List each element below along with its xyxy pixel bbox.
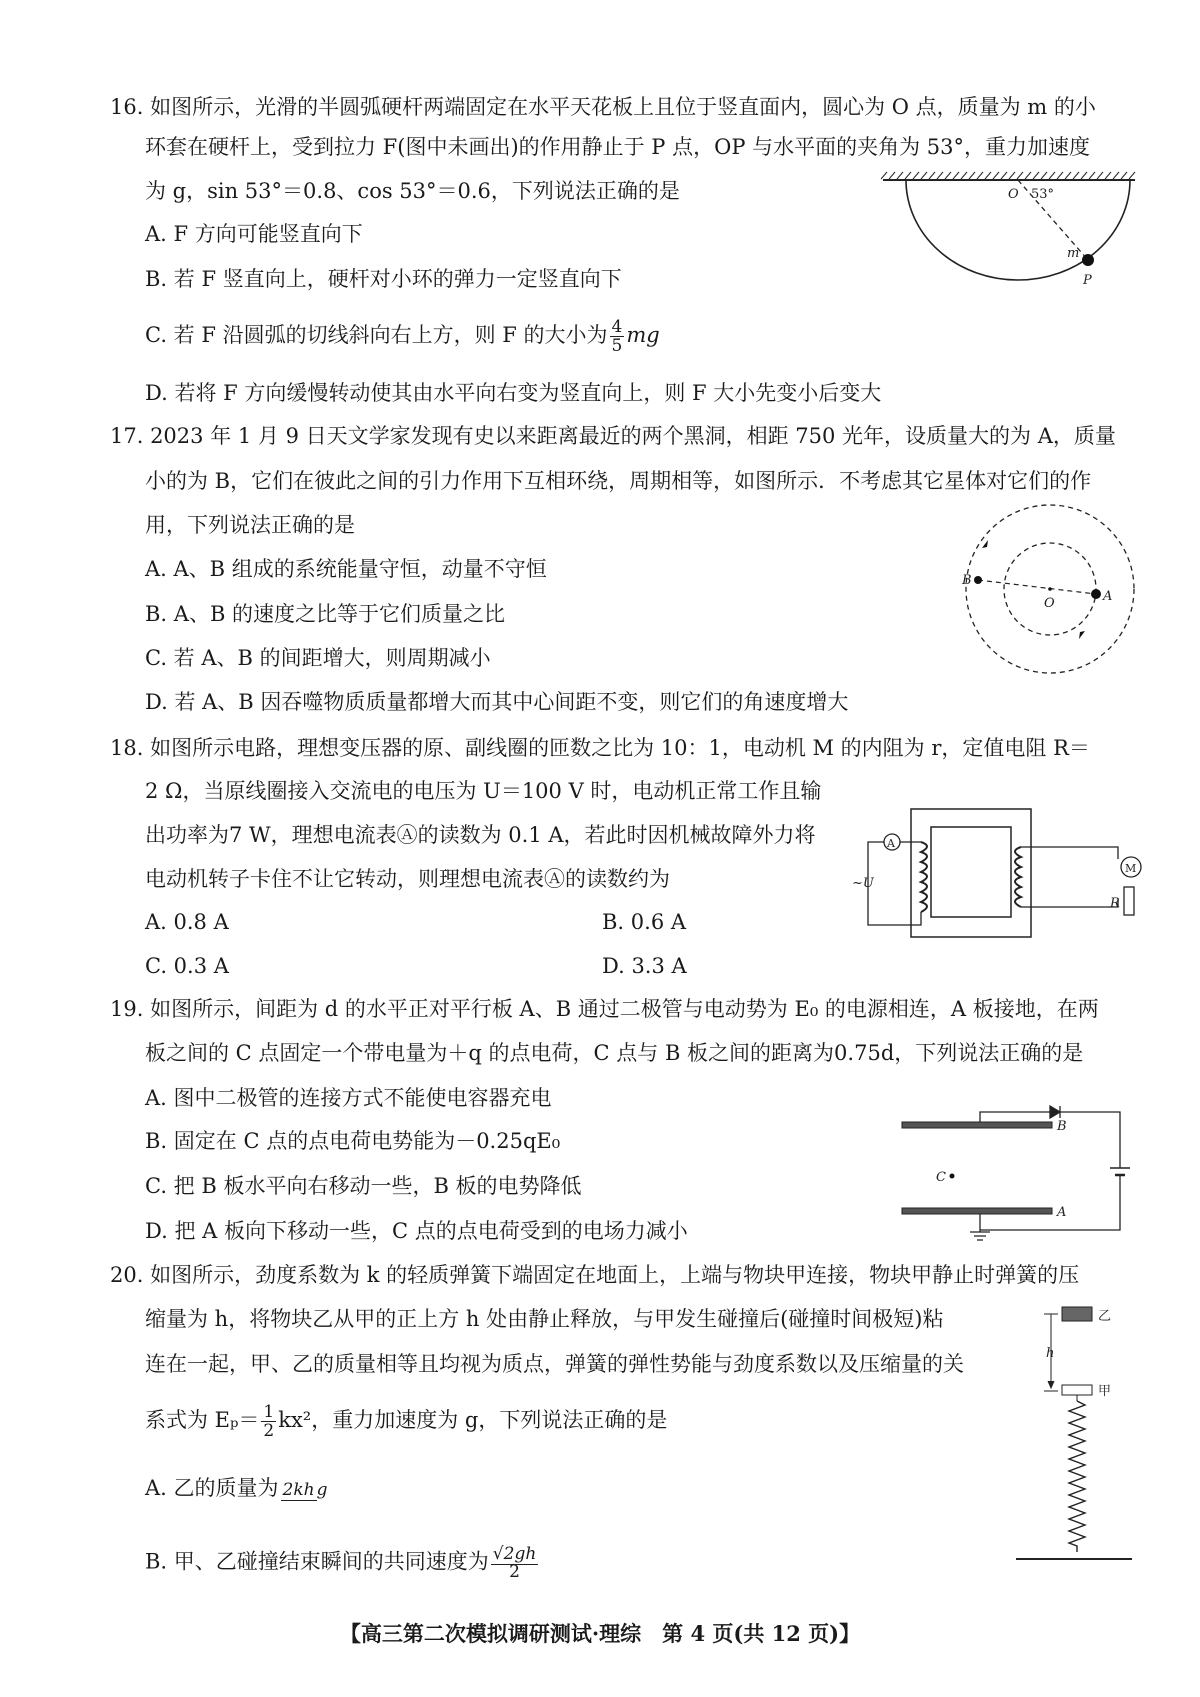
q18-stem-line: 出功率为7 W，理想电流表Ⓐ的读数为 0.1 A，若此时因机械故障外力将 xyxy=(145,823,816,847)
numerator: 1 xyxy=(263,1402,275,1422)
point-c xyxy=(950,1174,955,1179)
label-o: O xyxy=(1044,596,1055,611)
text: 系式为 Eₚ＝ xyxy=(145,1408,260,1432)
q17-stem-line: 小的为 B，它们在彼此之间的引力作用下互相环绕，周期相等，如图所示．不考虑其它星体对它们的作 xyxy=(145,469,1092,493)
ground-icon xyxy=(970,1232,990,1240)
star-a xyxy=(1091,589,1101,599)
q19-option-a: A. 图中二极管的连接方式不能使电容器充电 xyxy=(145,1086,552,1110)
label-h: h xyxy=(1046,1346,1055,1361)
block-yi xyxy=(1062,1307,1092,1321)
ammeter-label: A xyxy=(887,837,895,850)
q19-option-b: B. 固定在 C 点的点电荷电势能为－0.25qE₀ xyxy=(145,1129,561,1153)
q17-option-c: C. 若 A、B 的间距增大，则周期减小 xyxy=(145,646,491,670)
q19-option-d: D. 把 A 板向下移动一些，C 点的点电荷受到的电场力减小 xyxy=(145,1219,688,1243)
q20-option-a xyxy=(145,1475,330,1501)
numerator: 4 xyxy=(611,317,623,337)
q20-stem-line: 连在一起，甲、乙的质量相等且均视为质点，弹簧的弹性势能与劲度系数以及压缩量的关 xyxy=(145,1352,964,1376)
text: mg xyxy=(626,323,660,347)
q16-option-b: B. 若 F 竖直向上，硬杆对小环的弹力一定竖直向下 xyxy=(145,267,622,291)
fraction xyxy=(261,1403,276,1440)
q20-stem-line: 20. 如图所示，劲度系数为 k 的轻质弹簧下端固定在地面上，上端与物块甲连接，物块甲静止时弹簧的压 xyxy=(110,1263,1080,1287)
label-angle: 53° xyxy=(1031,187,1055,202)
q18-option-a: A. 0.8 A xyxy=(145,910,229,934)
denominator: g xyxy=(316,1479,328,1500)
label-p: P xyxy=(1083,273,1092,288)
q16-option-a: A. F 方向可能竖直向下 xyxy=(145,222,363,246)
page-footer: 【高三第二次模拟调研测试·理综 第 4 页(共 12 页)】 xyxy=(339,1621,861,1646)
label-jia: 甲 xyxy=(1098,1384,1112,1399)
orbit-arrow-icon xyxy=(982,540,988,548)
fraction xyxy=(281,1481,328,1499)
motor-label: M xyxy=(1125,862,1137,875)
resistor-icon xyxy=(1124,887,1134,915)
q17-option-b: B. A、B 的速度之比等于它们质量之比 xyxy=(145,602,506,626)
q19-option-c: C. 把 B 板水平向右移动一些，B 板的电势降低 xyxy=(145,1174,582,1198)
text: B. 甲、乙碰撞结束瞬间的共同速度为 xyxy=(145,1549,489,1574)
denominator: 5 xyxy=(611,336,623,356)
q20-option-b xyxy=(145,1545,540,1581)
numerator: √2gh xyxy=(492,1544,537,1564)
label-a: A xyxy=(1057,1205,1067,1220)
q16-stem-line: 为 g，sin 53°＝0.8、cos 53°＝0.6，下列说法正确的是 xyxy=(145,179,680,203)
q17-option-d: D. 若 A、B 因吞噬物质质量都增大而其中心间距不变，则它们的角速度增大 xyxy=(145,690,849,714)
q18-option-b: B. 0.6 A xyxy=(602,910,687,934)
text: A. 乙的质量为 xyxy=(145,1476,279,1500)
q16-option-c xyxy=(145,318,660,355)
spring-icon xyxy=(1069,1401,1085,1552)
text: C. 若 F 沿圆弧的切线斜向右上方，则 F 的大小为 xyxy=(145,323,608,347)
q17-option-a: A. A、B 组成的系统能量守恒，动量不守恒 xyxy=(145,557,547,581)
label-m: m xyxy=(1067,246,1080,261)
plate-b xyxy=(902,1122,1052,1128)
fraction xyxy=(491,1545,538,1581)
q18-stem-line: 18. 如图所示电路，理想变压器的原、副线圈的匝数之比为 10：1，电动机 M 的内阻为 r，定值电阻 R＝ xyxy=(110,736,1090,760)
transformer-circuit-figure xyxy=(852,807,1141,942)
diode-icon xyxy=(1050,1106,1060,1118)
semicircle-figure xyxy=(883,172,1138,292)
label-b: B xyxy=(1057,1119,1067,1134)
label-b: B xyxy=(962,573,972,588)
numerator: 2kh xyxy=(282,1479,315,1500)
capacitor-circuit-figure xyxy=(900,1110,1125,1245)
block-jia xyxy=(1062,1385,1092,1395)
fraction xyxy=(610,318,625,355)
q17-stem-line: 17. 2023 年 1 月 9 日天文学家发现有史以来距离最近的两个黑洞，相距 750 光年，设质量大的为 A，质量 xyxy=(110,424,1116,448)
denominator: 2 xyxy=(263,1421,275,1441)
q18-option-c: C. 0.3 A xyxy=(145,954,229,978)
q16-stem-line: 16. 如图所示，光滑的半圆弧硬杆两端固定在水平天花板上且位于竖直面内，圆心为 O 点，质量为 m 的小 xyxy=(110,95,1096,119)
text: kx²，重力加速度为 g，下列说法正确的是 xyxy=(278,1408,668,1432)
q19-stem-line: 板之间的 C 点固定一个带电量为＋q 的点电荷，C 点与 B 板之间的距离为0.75d，下列说法正确的是 xyxy=(145,1041,1084,1065)
q19-stem-line: 19. 如图所示，间距为 d 的水平正对平行板 A、B 通过二极管与电动势为 E₀ 的电源相连，A 板接地，在两 xyxy=(110,997,1099,1021)
resistor-label: R xyxy=(1110,896,1120,911)
plate-a xyxy=(902,1208,1052,1214)
denominator: 2 xyxy=(509,1562,520,1582)
label-yi: 乙 xyxy=(1098,1309,1112,1324)
q17-stem-line: 用，下列说法正确的是 xyxy=(145,513,355,537)
label-o: O xyxy=(1008,187,1019,202)
q16-option-d: D. 若将 F 方向缓慢转动使其由水平向右变为竖直向上，则 F 大小先变小后变大 xyxy=(145,381,882,405)
q16-stem-line: 环套在硬杆上，受到拉力 F(图中未画出)的作用静止于 P 点，OP 与水平面的夹角为 53°，重力加速度 xyxy=(145,135,1091,159)
ring-marker xyxy=(1082,254,1094,266)
q20-stem-line xyxy=(145,1403,667,1440)
orbit-arrow-icon xyxy=(1079,631,1085,639)
q18-stem-line: 2 Ω，当原线圈接入交流电的电压为 U＝100 V 时，电动机正常工作且输 xyxy=(145,779,822,803)
label-a: A xyxy=(1103,589,1113,604)
q20-stem-line: 缩量为 h，将物块乙从甲的正上方 h 处由静止释放，与甲发生碰撞后(碰撞时间极短)粘 xyxy=(145,1307,944,1331)
q18-option-d: D. 3.3 A xyxy=(602,954,687,978)
label-c: C xyxy=(936,1170,946,1185)
star-b xyxy=(974,576,982,584)
spring-block-figure xyxy=(1014,1303,1139,1548)
binary-orbit-figure xyxy=(960,523,1135,655)
q18-stem-line: 电动机转子卡住不让它转动，则理想电流表Ⓐ的读数约为 xyxy=(145,867,670,891)
source-label: ~U xyxy=(852,876,874,891)
